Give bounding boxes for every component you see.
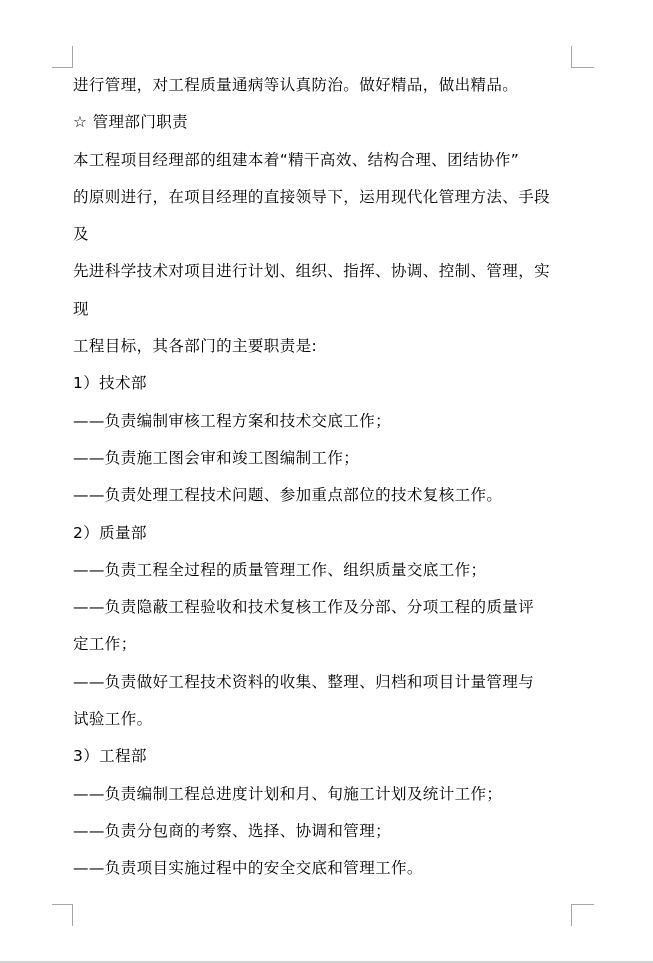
margin-corner-mark-top-left	[52, 46, 73, 68]
section-heading-management-duties: ☆ 管理部门职责	[73, 113, 189, 132]
paragraph-line: 本工程项目经理部的组建本着“精干高效、结构合理、团结协作”	[73, 150, 520, 169]
subheading-technical-dept: 1）技术部	[73, 374, 147, 393]
list-item-continuation: 定工作；	[73, 635, 137, 654]
subheading-quality-dept: 2）质量部	[73, 523, 147, 542]
margin-corner-mark-bottom-right	[571, 904, 594, 926]
list-item-continuation: 试验工作。	[73, 710, 153, 729]
paragraph-line: 及	[73, 225, 89, 244]
paragraph-line: 进行管理，对工程质量通病等认真防治。做好精品，做出精品。	[73, 76, 519, 94]
paragraph-line: 工程目标，其各部门的主要职责是:	[73, 337, 318, 356]
paragraph-line: 先进科学技术对项目进行计划、组织、指挥、协调、控制、管理，实	[73, 262, 551, 281]
paragraph-line: 的原则进行，在项目经理的直接领导下，运用现代化管理方法、手段	[73, 187, 551, 206]
list-item: ——负责编制审核工程方案和技术交底工作；	[73, 411, 392, 430]
list-item: ——负责做好工程技术资料的收集、整理、归档和项目计量管理与	[73, 672, 535, 691]
list-item: ——负责编制工程总进度计划和月、旬施工计划及统计工作；	[73, 784, 503, 803]
list-item: ——负责工程全过程的质量管理工作、组织质量交底工作；	[73, 560, 487, 579]
list-item: ——负责施工图会审和竣工图编制工作；	[73, 448, 360, 467]
document-body[interactable]	[73, 72, 578, 893]
margin-corner-mark-top-right	[571, 46, 594, 68]
subheading-engineering-dept: 3）工程部	[73, 747, 147, 766]
margin-corner-mark-bottom-left	[52, 904, 73, 926]
list-item: ——负责项目实施过程中的安全交底和管理工作。	[73, 859, 423, 878]
list-item: ——负责隐蔽工程验收和技术复核工作及分部、分项工程的质量评	[73, 598, 535, 617]
list-item: ——负责处理工程技术问题、参加重点部位的技术复核工作。	[73, 486, 503, 505]
paragraph-line: 现	[73, 299, 89, 318]
list-item: ——负责分包商的考察、选择、协调和管理；	[73, 821, 392, 840]
